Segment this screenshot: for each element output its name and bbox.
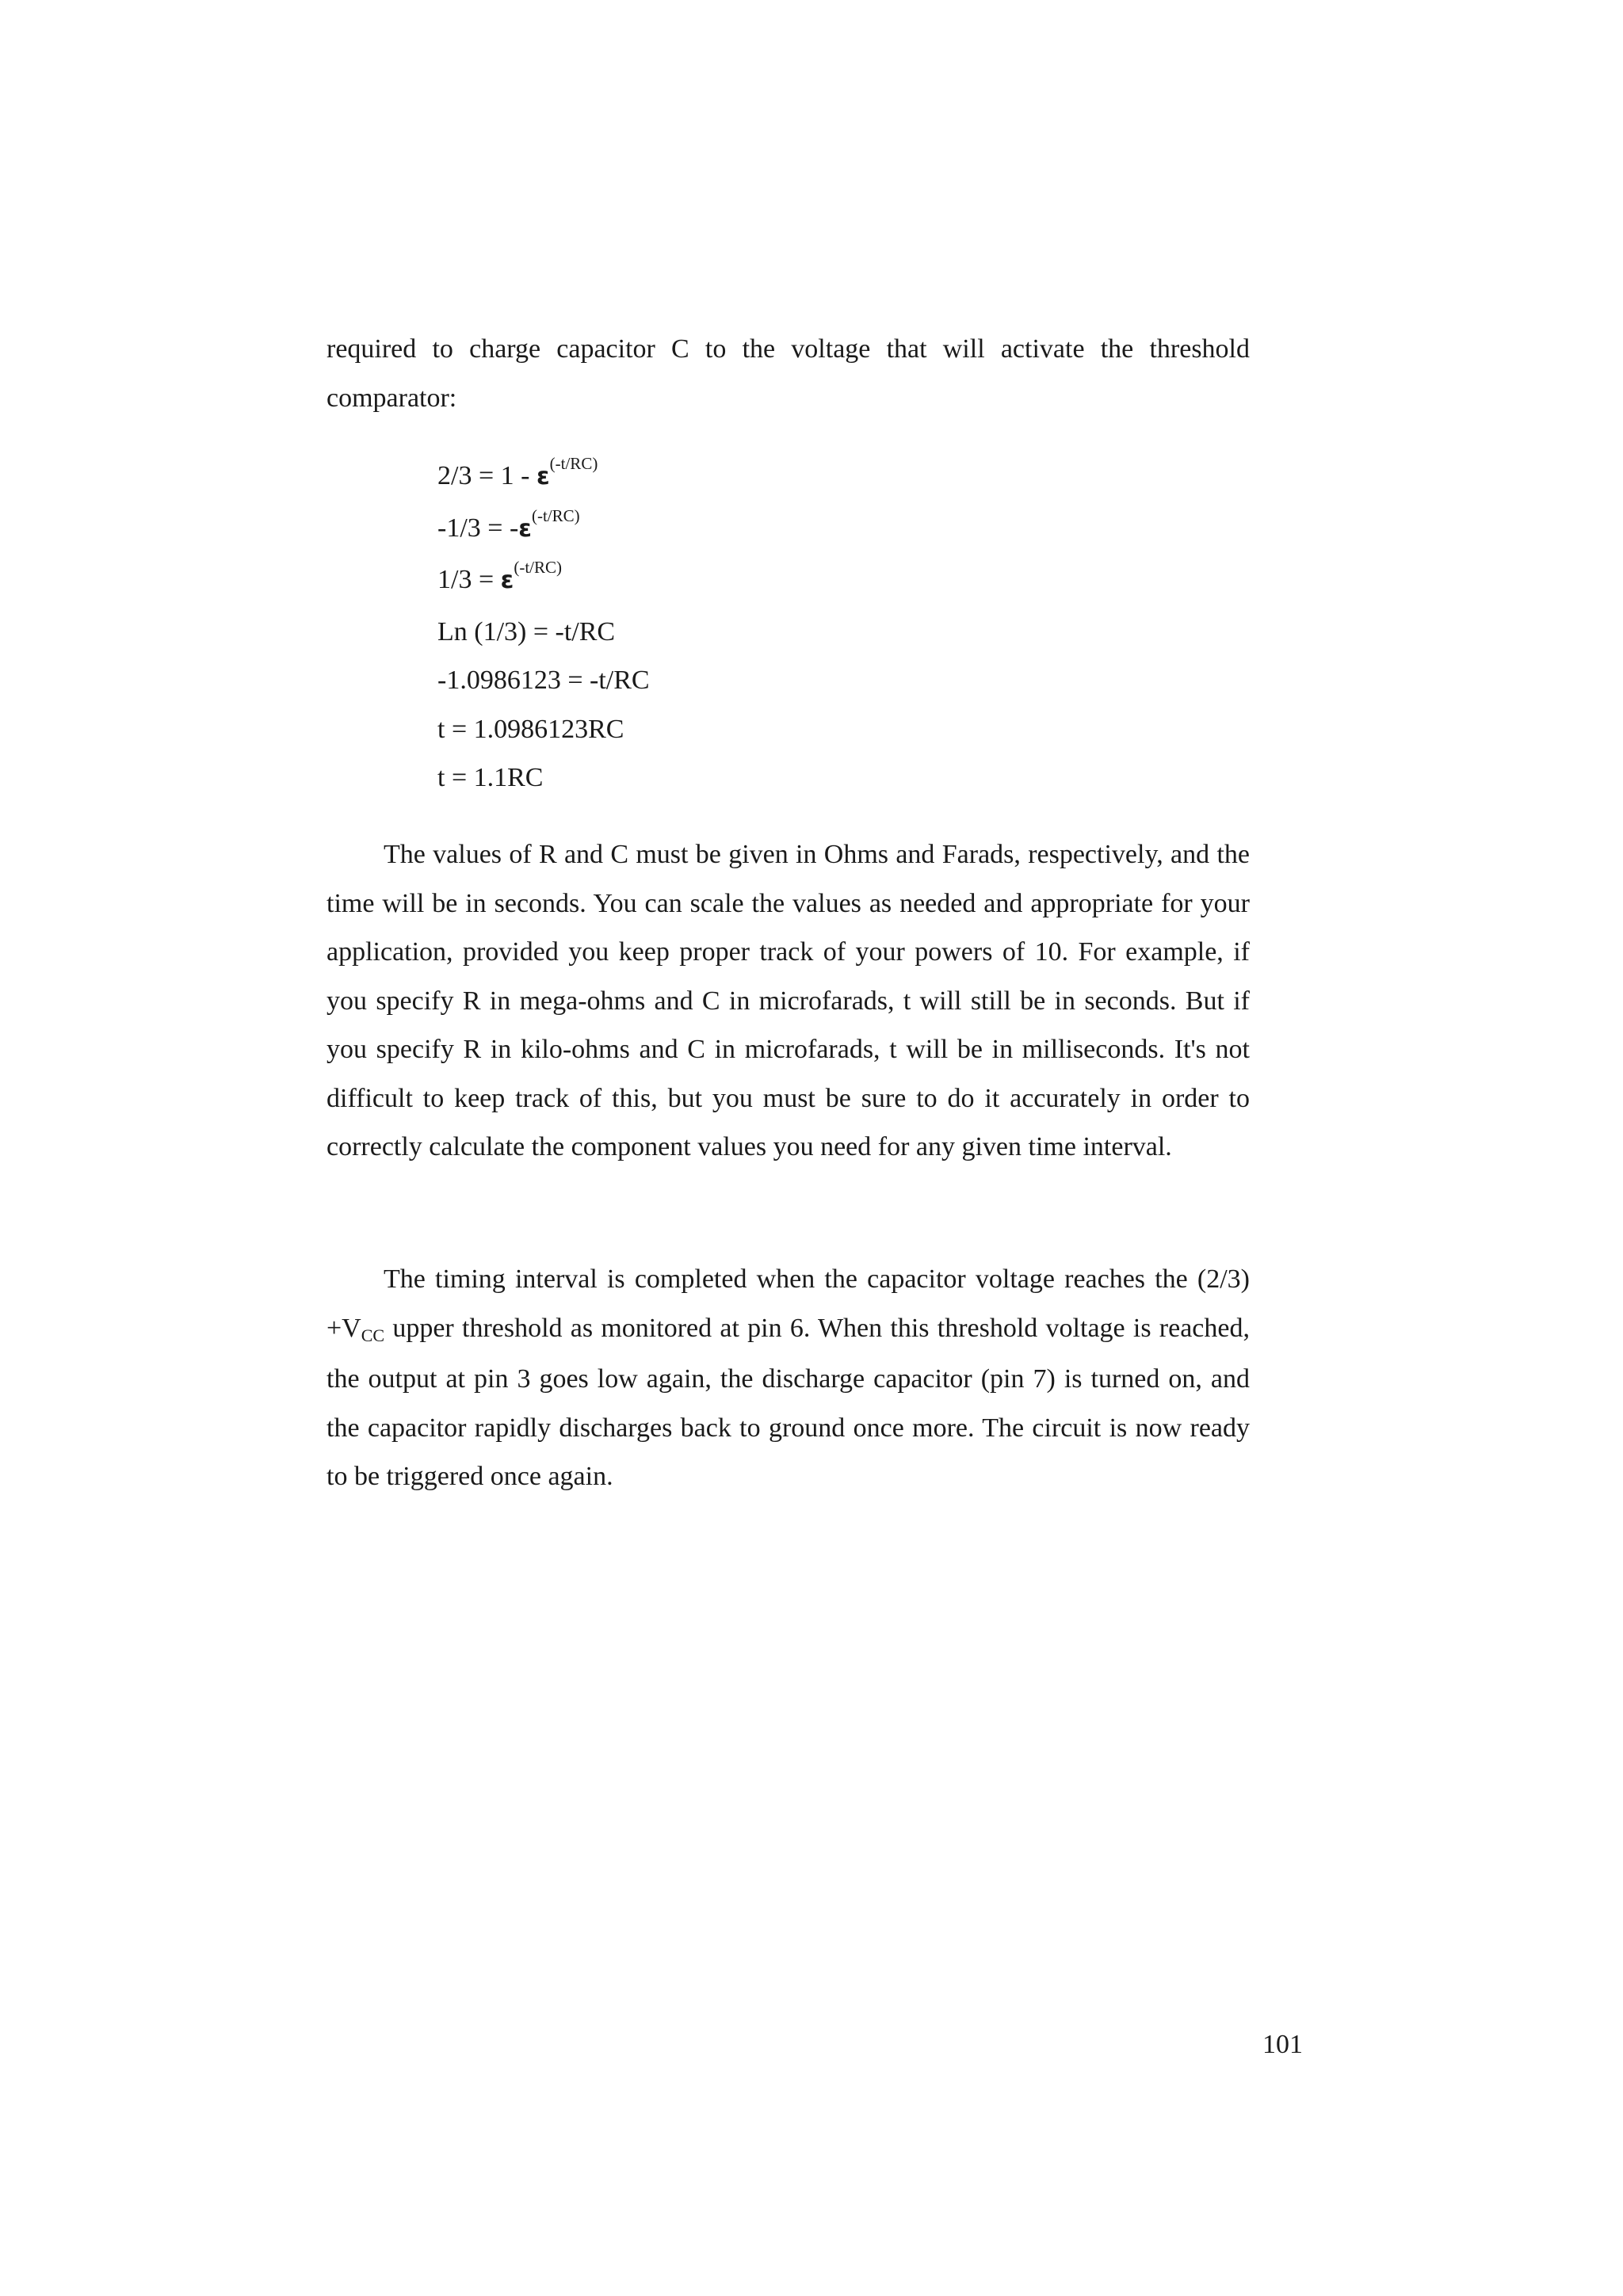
paragraph-text: The timing interval is completed when the capacitor voltage reaches the (2/3) +V: [327, 1264, 1250, 1343]
body-paragraph: [327, 1255, 1250, 1501]
intro-paragraph: required to charge capacitor C to the voltage that will activate the threshold comparator:: [327, 334, 1250, 413]
equation-exponent: (-t/RC): [531, 505, 580, 525]
equation-line: [437, 504, 650, 556]
equation-line: Ln (1/3) = -t/RC: [437, 616, 616, 646]
equation-line: t = 1.1RC: [437, 763, 544, 792]
epsilon-symbol: ε: [500, 566, 514, 594]
body-paragraph: The values of R and C must be given in Ohms and Farads, respectively, and the time will be in seconds. You can scale the values as needed and appropriate for your application, provided you keep proper track of your powers of 10. For example, if you specify R in mega-ohms and C in microfarads, t will still be in seconds. But if you specify R in kilo-ohms and C in microfarads, t will be in milliseconds. It's not difficult to keep track of this, but you must be sure to do it accurately in order to correctly calculate the component values you need for any given time interval.: [327, 840, 1250, 1161]
equation-exponent: (-t/RC): [549, 454, 598, 473]
equation-block: [437, 452, 650, 803]
equation-line: [437, 555, 650, 608]
equation-line: [437, 452, 650, 504]
equation-lhs: 2/3 = 1 -: [437, 461, 537, 490]
equation-lhs: 1/3 =: [437, 565, 501, 594]
vcc-subscript: CC: [361, 1325, 385, 1345]
epsilon-symbol: ε: [536, 463, 550, 490]
equation-exponent: (-t/RC): [514, 558, 562, 577]
epsilon-symbol: ε: [518, 514, 532, 543]
equation-line: -1.0986123 = -t/RC: [437, 666, 650, 695]
equation-lhs: -1/3 = -: [437, 513, 519, 543]
equation-line: t = 1.0986123RC: [437, 714, 624, 744]
paragraph-text: upper threshold as monitored at pin 6. When this threshold voltage is reached, the output at pin 3 goes low again, the discharge capacitor (pin 7) is turned on, and the capacitor rapidly discharges back to ground once more. The circuit is now ready to be triggered once again.: [327, 1313, 1250, 1491]
page-number: 101: [1262, 2030, 1303, 2059]
